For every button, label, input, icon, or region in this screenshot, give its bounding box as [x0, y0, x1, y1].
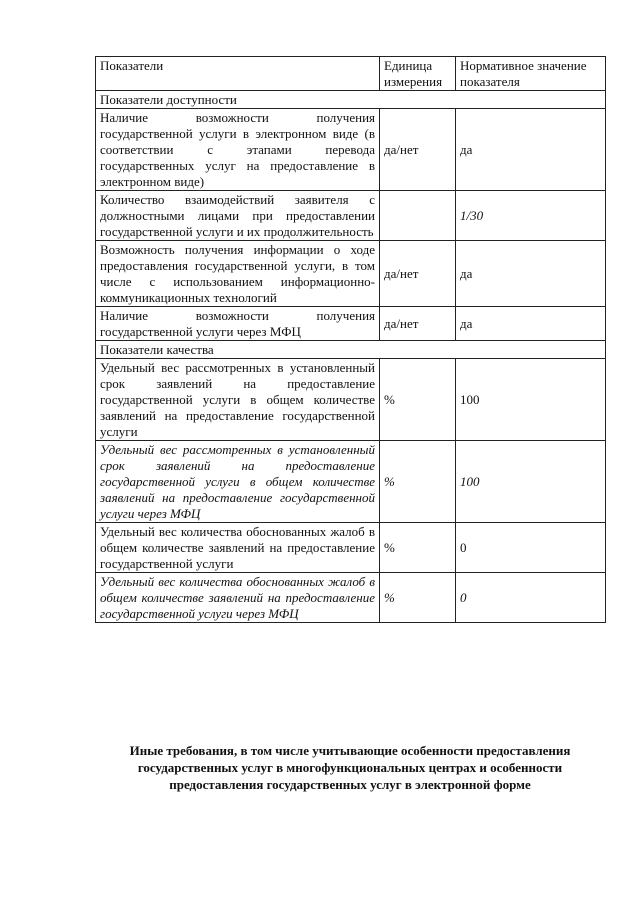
indicator-unit: % — [380, 523, 456, 573]
indicator-value: да — [456, 241, 606, 307]
table-row — [96, 523, 606, 573]
indicator-name: Возможность получения информации о ходе предоставления государственной услуги, в том числе с использованием информационно-коммуникационных технологий — [96, 241, 380, 307]
table-row — [96, 109, 606, 191]
indicator-name: Удельный вес рассмотренных в установленный срок заявлений на предоставление государственной услуги в общем количестве заявлений на предоставление государственной услуги через МФЦ — [96, 441, 380, 523]
section-row-availability — [96, 91, 606, 109]
indicator-value: 100 — [456, 359, 606, 441]
footer-heading: Иные требования, в том числе учитывающие особенности предоставления государственных услуг в многофункциональных центрах и особенности предоставления государственных услуг в электронной форме — [129, 743, 571, 792]
section-title: Показатели качества — [96, 341, 606, 359]
indicator-unit: % — [380, 359, 456, 441]
indicator-unit: да/нет — [380, 109, 456, 191]
indicator-unit: да/нет — [380, 241, 456, 307]
indicator-name: Удельный вес рассмотренных в установленный срок заявлений на предоставление государственной услуги в общем количестве заявлений на предоставление государственной услуги — [96, 359, 380, 441]
header-unit: Единица измерения — [380, 57, 456, 91]
indicator-name: Удельный вес количества обоснованных жалоб в общем количестве заявлений на предоставление государственной услуги — [96, 523, 380, 573]
indicator-value: да — [456, 307, 606, 341]
table-row — [96, 441, 606, 523]
indicator-name: Количество взаимодействий заявителя с должностными лицами при предоставлении государственной услуги и их продолжительность — [96, 191, 380, 241]
section-row-quality — [96, 341, 606, 359]
indicator-value: да — [456, 109, 606, 191]
indicator-value: 0 — [456, 523, 606, 573]
indicator-name: Удельный вес количества обоснованных жалоб в общем количестве заявлений на предоставление государственной услуги через МФЦ — [96, 573, 380, 623]
header-norm: Нормативное значение показателя — [456, 57, 606, 91]
indicator-unit: % — [380, 573, 456, 623]
header-indicator: Показатели — [96, 57, 380, 91]
table-row — [96, 241, 606, 307]
indicator-value: 100 — [456, 441, 606, 523]
indicators-table — [95, 56, 606, 623]
table-row — [96, 191, 606, 241]
indicator-name: Наличие возможности получения государственной услуги в электронном виде (в соответствии с этапами перевода государственных услуг на предоставление в электронном виде) — [96, 109, 380, 191]
indicator-value: 1/30 — [456, 191, 606, 241]
indicator-name: Наличие возможности получения государственной услуги через МФЦ — [96, 307, 380, 341]
table-row — [96, 307, 606, 341]
table-row — [96, 573, 606, 623]
indicator-unit — [380, 191, 456, 241]
table-header-row — [96, 57, 606, 91]
section-title: Показатели доступности — [96, 91, 606, 109]
indicator-unit: % — [380, 441, 456, 523]
indicator-value: 0 — [456, 573, 606, 623]
indicator-unit: да/нет — [380, 307, 456, 341]
table-row — [96, 359, 606, 441]
